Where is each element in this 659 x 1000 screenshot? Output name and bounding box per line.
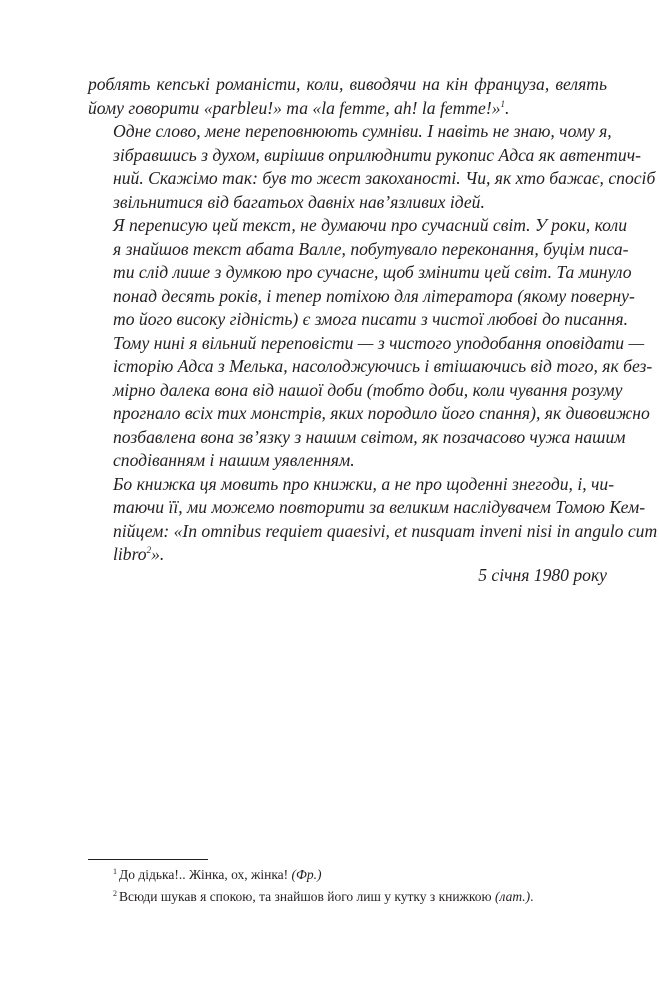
text-line <box>88 543 607 567</box>
text-line: звільнитися від багатьох давніх нав’язливих ідей. <box>113 191 485 212</box>
footnote-number: 2 <box>113 888 117 898</box>
text-line: ти слід лише з думкою про сучасне, щоб змінити цей світ. Та минуло <box>113 262 632 282</box>
text-line: мірно далека вона від нашої доби (тобто доби, коли чування розуму <box>113 379 623 400</box>
footnote-1 <box>113 864 533 886</box>
text-tail: ». <box>151 544 165 564</box>
text-line: я знайшов текст абата Валле, побутувало переконання, буцім писа- <box>113 238 629 259</box>
footnote-2 <box>113 886 533 908</box>
paragraph-4 <box>88 473 658 567</box>
date-signature: 5 січня 1980 року <box>478 565 607 585</box>
footnote-ref-2[interactable]: 2 <box>146 545 152 556</box>
text-line: сподіванням і нашим уявленням. <box>113 450 355 470</box>
text-line: пійцем: «In omnibus requiem quaesivi, et nusquam inveni nisi in angulo cum <box>113 520 658 541</box>
text-line: таючи її, ми можемо повторити за великим наслідувачем Томою Кем- <box>113 497 646 517</box>
footnote-tail: . <box>530 889 534 904</box>
paragraph-2 <box>88 120 656 214</box>
main-text <box>88 73 658 567</box>
text-line: то його високу гідність) є змога писати з чистої любові до писання. <box>113 309 628 329</box>
footnotes <box>113 864 533 908</box>
text-line: прогнало всіх тих монстрів, яких породило його спання), як дивовижно <box>113 403 650 423</box>
text-line <box>88 97 607 121</box>
footnote-lang: (лат.) <box>495 889 531 904</box>
text-line: Тому нині я вільний переповісти — з чистого уподобання оповідати — <box>113 332 645 353</box>
text-line: Я переписую цей текст, не думаючи про сучасний світ. У роки, коли <box>113 215 627 235</box>
footnote-divider <box>88 859 208 860</box>
text-line-content: йому говорити «parbleu!» та «la femme, ah! la femme!» <box>88 97 501 118</box>
text-line: Одне слово, мене переповнюють сумніви. І навіть не знаю, чому я, <box>113 121 612 141</box>
footnote-text: До дідька!.. Жінка, ох, жінка! <box>119 867 292 882</box>
footnote-lang: (Фр.) <box>291 867 322 882</box>
text-line: позбавлена вона зв’язку з нашим світом, як позачасово чужа нашим <box>113 426 626 447</box>
text-line: зібравшись з духом, вирішив оприлюднити рукопис Адса як автентич- <box>113 144 641 165</box>
text-tail: . <box>505 97 510 118</box>
text-line: ний. Скажімо так: був то жест закоханості. Чи, як хто бажає, спосіб <box>113 168 656 188</box>
footnote-text: Всюди шукав я спокою, та знайшов його лиш у кутку з книжкою <box>119 889 496 904</box>
paragraph-3 <box>88 214 653 473</box>
footnote-number: 1 <box>113 866 117 876</box>
footnote-ref-1[interactable]: 1 <box>500 98 506 109</box>
text-line: Бо книжка ця мовить про книжки, а не про щоденні знегоди, і, чи- <box>113 473 615 494</box>
paragraph-1 <box>88 73 607 120</box>
text-line: понад десять років, і тепер потіхою для літератора (якому поверну- <box>113 285 635 306</box>
text-line: історію Адса з Мелька, насолоджуючись і втішаючись від того, як без- <box>113 356 653 376</box>
text-line-content: libro <box>113 544 147 564</box>
text-line: роблять кепські романісти, коли, виводячи на кін француза, велять <box>88 74 607 94</box>
